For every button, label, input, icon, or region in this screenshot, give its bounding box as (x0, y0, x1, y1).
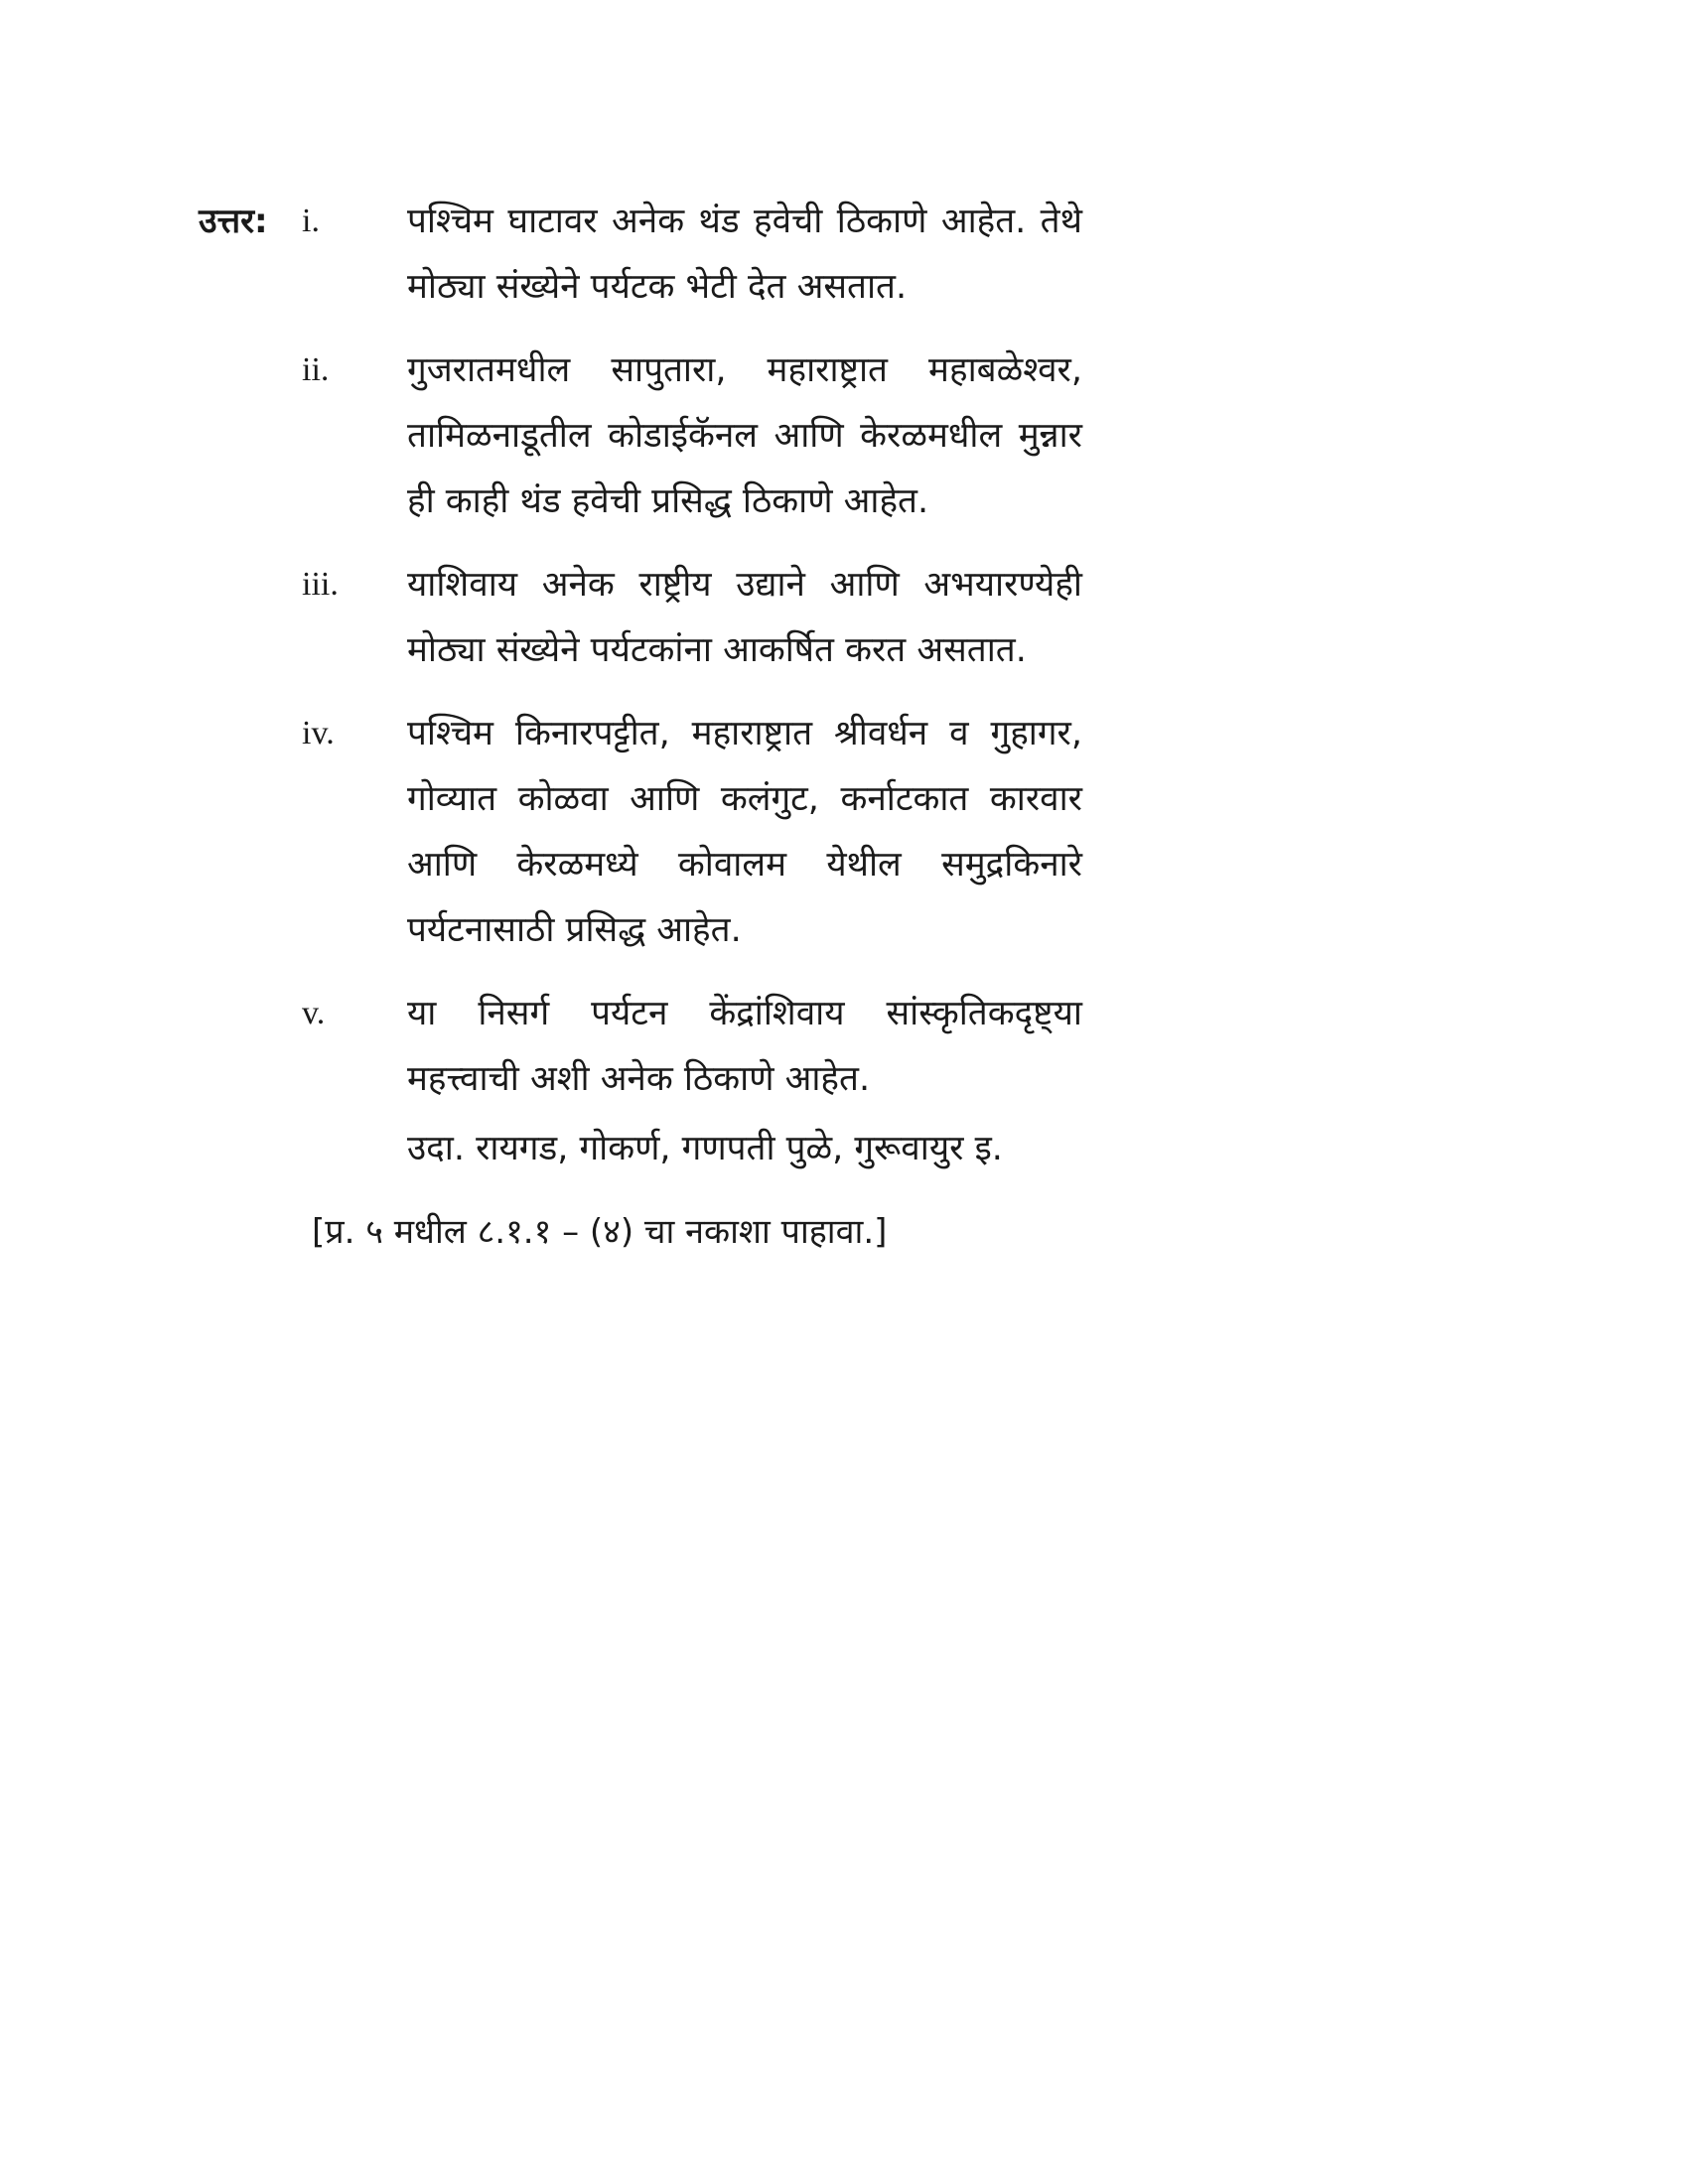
answer-item-4 (199, 701, 1192, 963)
item-text: या निसर्ग पर्यटन केंद्रांशिवाय सांस्कृतिकदृष्ट्या महत्त्वाची अशी अनेक ठिकाणे आहेत. (407, 994, 1082, 1099)
item-numeral: iv. (302, 715, 335, 751)
item-example: उदा. रायगड, गोकर्ण, गणपती पुळे, गुरूवायुर इ. (407, 1129, 1003, 1168)
answer-item-1 (199, 189, 1192, 320)
item-numeral: iii. (302, 566, 339, 603)
item-text: पश्चिम घाटावर अनेक थंड हवेची ठिकाणे आहेत. तेथे मोठ्या संख्येने पर्यटक भेटी देत असतात. (407, 202, 1082, 307)
item-numeral: i. (302, 203, 320, 239)
answer-block (199, 189, 1192, 1265)
answer-heading: उत्तर: (199, 202, 268, 241)
item-text: पश्चिम किनारपट्टीत, महाराष्ट्रात श्रीवर्धन व गुहागर, गोव्यात कोळवा आणि कलंगुट, कर्नाटकात कारवार आणि केरळमध्ये कोवालम येथील समुद्रकिनारे पर्यटनासाठी प्रसिद्ध आहेत. (407, 714, 1082, 950)
item-numeral: ii. (302, 351, 330, 388)
item-text: याशिवाय अनेक राष्ट्रीय उद्याने आणि अभयारण्येही मोठ्या संख्येने पर्यटकांना आकर्षित करत असतात. (407, 565, 1082, 670)
item-numeral: v. (302, 995, 326, 1031)
item-text: गुजरातमधील सापुतारा, महाराष्ट्रात महाबळेश्वर, तामिळनाडूतील कोडाईकॅनल आणि केरळमधील मुन्नार ही काही थंड हवेची प्रसिद्ध ठिकाणे आहेत. (407, 350, 1082, 521)
answer-item-3 (199, 552, 1192, 683)
answer-item-5 (199, 981, 1192, 1181)
map-reference-note: [प्र. ५ मधील ८.१.१ – (४) चा नकाशा पाहावा.] (312, 1212, 888, 1252)
answer-item-2 (199, 338, 1192, 534)
